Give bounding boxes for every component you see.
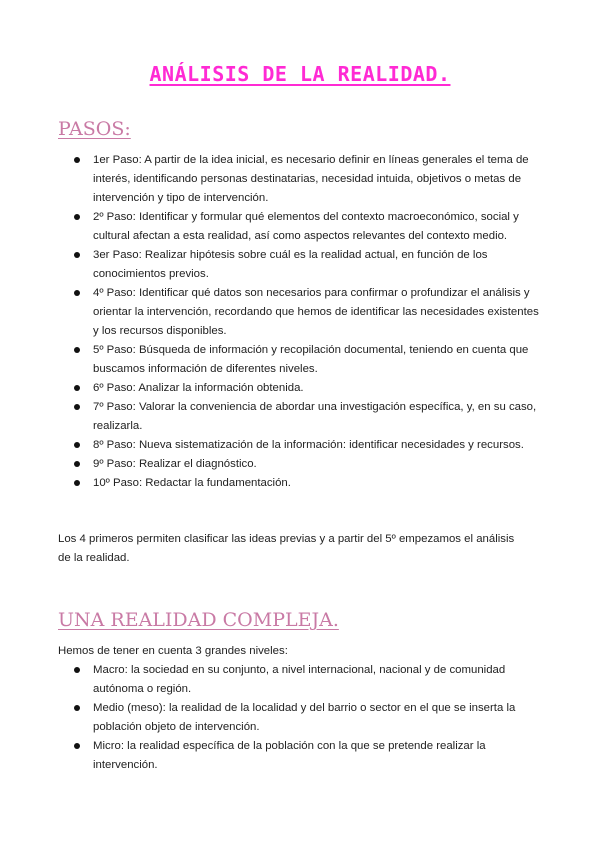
list-item-text: Macro: la sociedad en su conjunto, a nivel internacional, nacional y de comunidad autónoma o región. [93, 664, 506, 695]
bullet-icon [74, 252, 80, 258]
list-item [74, 398, 544, 436]
list-item-text: 10º Paso: Redactar la fundamentación. [93, 477, 291, 489]
bullet-icon [74, 347, 80, 353]
section-heading-realidad-compleja: UNA REALIDAD COMPLEJA. [58, 609, 339, 631]
bullet-icon [74, 290, 80, 296]
list-item [74, 341, 544, 379]
list-item [74, 737, 544, 775]
list-item [74, 474, 544, 493]
list-item-text: 3er Paso: Realizar hipótesis sobre cuál es la realidad actual, en función de los conocimientos previos. [93, 249, 488, 280]
bullet-icon [74, 214, 80, 220]
bullet-icon [74, 385, 80, 391]
list-item [74, 436, 544, 455]
list-item [74, 699, 544, 737]
list-item-text: 9º Paso: Realizar el diagnóstico. [93, 458, 257, 470]
page-title: ANÁLISIS DE LA REALIDAD. [149, 62, 451, 86]
list-item-text: 2º Paso: Identificar y formular qué elementos del contexto macroeconómico, social y cultural afectan a esta realidad, así como aspectos relevantes del contexto medio. [93, 211, 519, 242]
list-item-text: 4º Paso: Identificar qué datos son necesarios para confirmar o profundizar el análisis y orientar la intervención, recordando que hemos de identificar las necesidades existentes y los recursos disponibles. [93, 287, 539, 337]
levels-intro: Hemos de tener en cuenta 3 grandes niveles: [58, 645, 288, 657]
bullet-icon [74, 743, 80, 749]
list-item [74, 661, 544, 699]
list-item-text: Medio (meso): la realidad de la localidad y del barrio o sector en el que se inserta la población objeto de intervención. [93, 702, 516, 733]
bullet-icon [74, 480, 80, 486]
bullet-icon [74, 442, 80, 448]
steps-summary: Los 4 primeros permiten clasificar las ideas previas y a partir del 5º empezamos el análisis de la realidad. [58, 533, 515, 564]
section-heading-pasos: PASOS: [58, 118, 131, 140]
levels-list [74, 661, 544, 775]
bullet-icon [74, 705, 80, 711]
list-item [74, 379, 544, 398]
bullet-icon [74, 404, 80, 410]
list-item [74, 284, 544, 341]
list-item-text: 8º Paso: Nueva sistematización de la información: identificar necesidades y recursos. [93, 439, 524, 451]
list-item [74, 151, 544, 208]
list-item-text: 7º Paso: Valorar la conveniencia de abordar una investigación específica, y, en su caso, realizarla. [93, 401, 537, 432]
bullet-icon [74, 157, 80, 163]
list-item [74, 455, 544, 474]
steps-list [74, 151, 544, 493]
list-item [74, 246, 544, 284]
bullet-icon [74, 667, 80, 673]
list-item [74, 208, 544, 246]
list-item-text: 6º Paso: Analizar la información obtenida. [93, 382, 304, 394]
list-item-text: 5º Paso: Búsqueda de información y recopilación documental, teniendo en cuenta que buscamos información de diferentes niveles. [93, 344, 529, 375]
bullet-icon [74, 461, 80, 467]
list-item-text: 1er Paso: A partir de la idea inicial, es necesario definir en líneas generales el tema de interés, identificando personas destinatarias, necesidad intuida, objetivos o metas de intervención y tipo de intervención. [93, 154, 529, 204]
list-item-text: Micro: la realidad específica de la población con la que se pretende realizar la intervención. [93, 740, 486, 771]
